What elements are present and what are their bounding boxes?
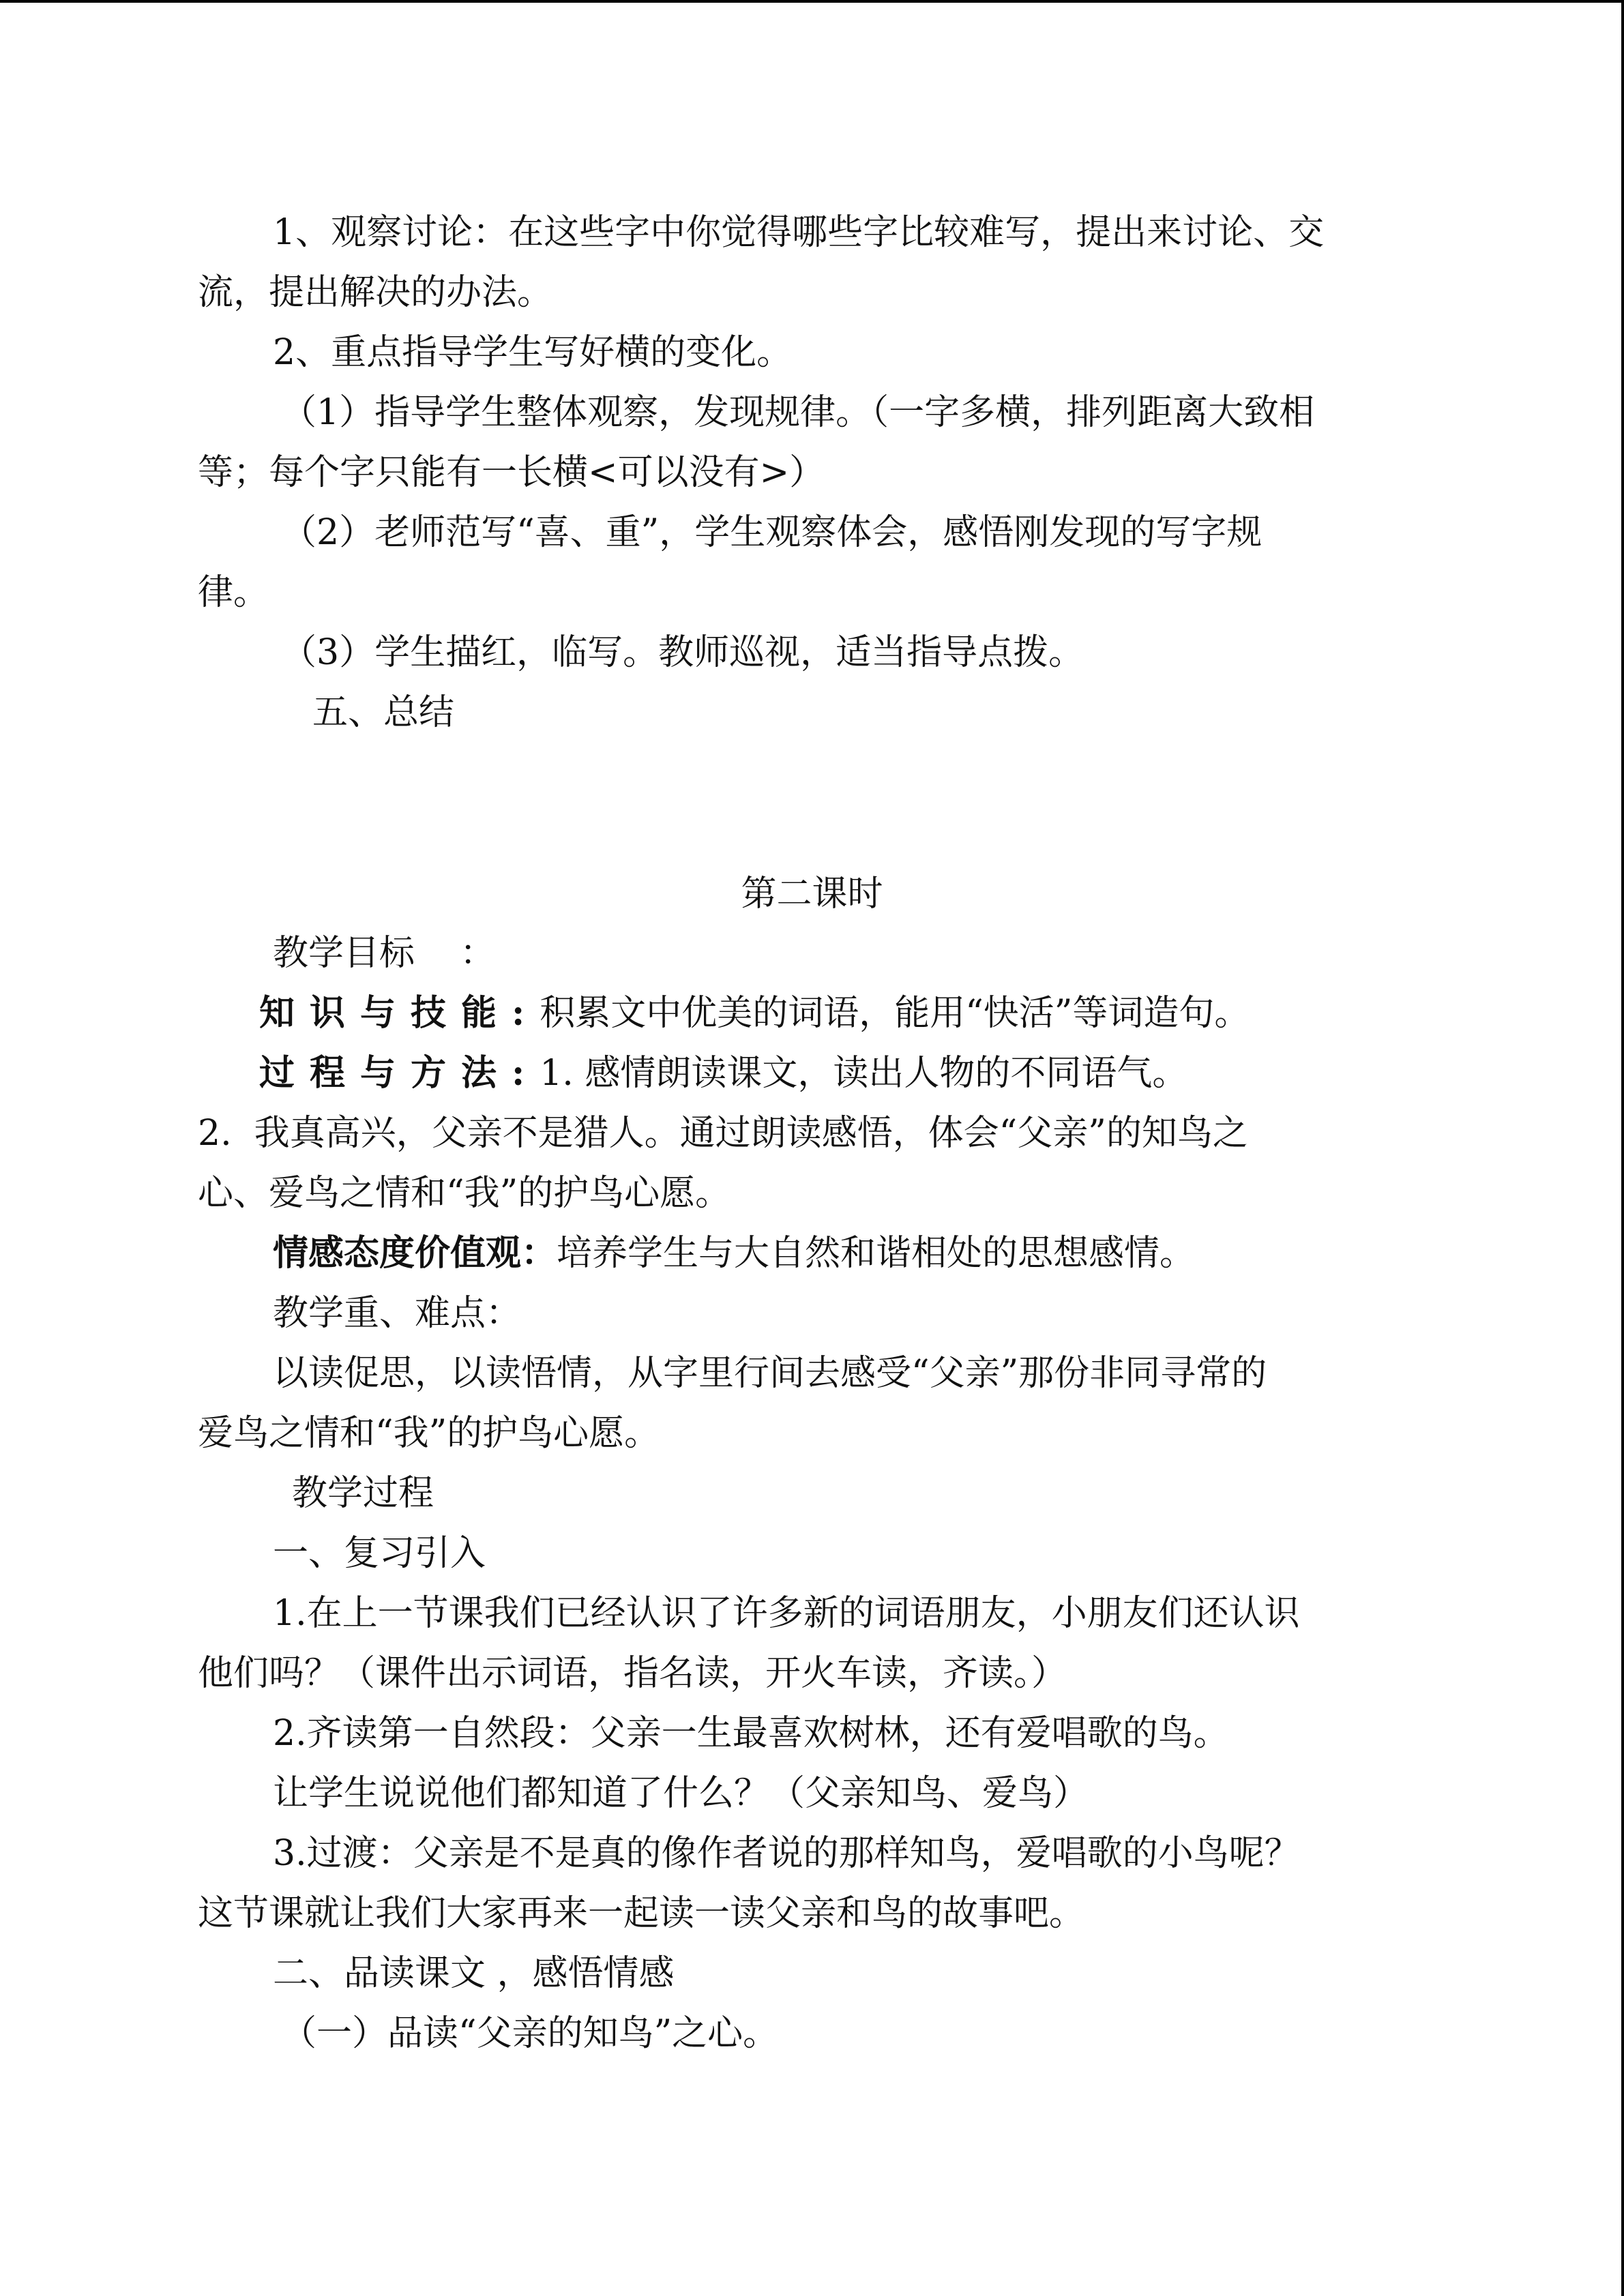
page-title: 第二课时 xyxy=(741,874,883,914)
objective-text: 培养学生与大自然和谐相处的思想感情。 xyxy=(557,1233,1196,1274)
objective-label: 情感态度价值观： xyxy=(273,1232,557,1274)
text-line: 等；每个字只能有一长横<可以没有>） xyxy=(198,452,825,493)
objective-text: 1. 感情朗读课文，读出人物的不同语气。 xyxy=(540,1053,1188,1094)
text-line: （2）老师范写“喜、重”，学生观察体会，感悟刚发现的写字规 xyxy=(281,512,1263,553)
text-line: 1、观察讨论：在这些字中你觉得哪些字比较难写，提出来讨论、交 xyxy=(273,212,1325,253)
objective-label: 知识与技能: xyxy=(259,992,540,1034)
text-line: 2.齐读第一自然段：父亲一生最喜欢树林，还有爱唱歌的鸟。 xyxy=(273,1713,1229,1754)
objective-text: 积累文中优美的词语，能用“快活”等词造句。 xyxy=(540,993,1250,1034)
text-line: 教学目标 ： xyxy=(273,933,496,974)
text-line: 2、重点指导学生写好横的变化。 xyxy=(273,332,793,373)
text-line: 以读促思，以读悟情，从字里行间去感受“父亲”那份非同寻常的 xyxy=(273,1353,1267,1394)
text-line: （3）学生描红，临写。教师巡视，适当指导点拨。 xyxy=(281,632,1084,673)
text-line: 教学重、难点： xyxy=(273,1293,522,1334)
text-line: （1）指导学生整体观察，发现规律。（一字多横，排列距离大致相 xyxy=(281,392,1315,433)
objective-label: 过程与方法: xyxy=(259,1052,540,1094)
section-heading: 五、总结 xyxy=(312,692,455,733)
objective-process xyxy=(259,1052,1187,1095)
text-line: 2. 我真高兴，父亲不是猎人。通过朗读感悟，体会“父亲”的知鸟之 xyxy=(198,1113,1248,1154)
text-line: 让学生说说他们都知道了什么？（父亲知鸟、爱鸟） xyxy=(273,1773,1089,1814)
text-line: 流，提出解决的办法。 xyxy=(198,272,553,313)
section-heading: 一、复习引入 xyxy=(273,1533,486,1574)
objective-knowledge xyxy=(259,992,1250,1035)
text-line: （一）品读“父亲的知鸟”之心。 xyxy=(281,2013,779,2054)
text-line: 他们吗？（课件出示词语，指名读，开火车读，齐读。） xyxy=(198,1653,1067,1694)
objective-emotion xyxy=(273,1232,1195,1275)
text-line: 3.过渡：父亲是不是真的像作者说的那样知鸟，爱唱歌的小鸟呢？ xyxy=(273,1833,1300,1874)
section-heading: 二、品读课文 ，感悟情感 xyxy=(273,1953,675,1994)
text-line: 律。 xyxy=(198,572,269,613)
text-line: 心、爱鸟之情和“我”的护鸟心愿。 xyxy=(198,1173,731,1214)
text-line: 这节课就让我们大家再来一起读一读父亲和鸟的故事吧。 xyxy=(198,1893,1085,1934)
section-heading: 教学过程 xyxy=(292,1473,434,1514)
text-line: 1.在上一节课我们已经认识了许多新的词语朋友，小朋友们还认识 xyxy=(273,1593,1300,1634)
text-line: 爱鸟之情和“我”的护鸟心愿。 xyxy=(198,1413,660,1454)
